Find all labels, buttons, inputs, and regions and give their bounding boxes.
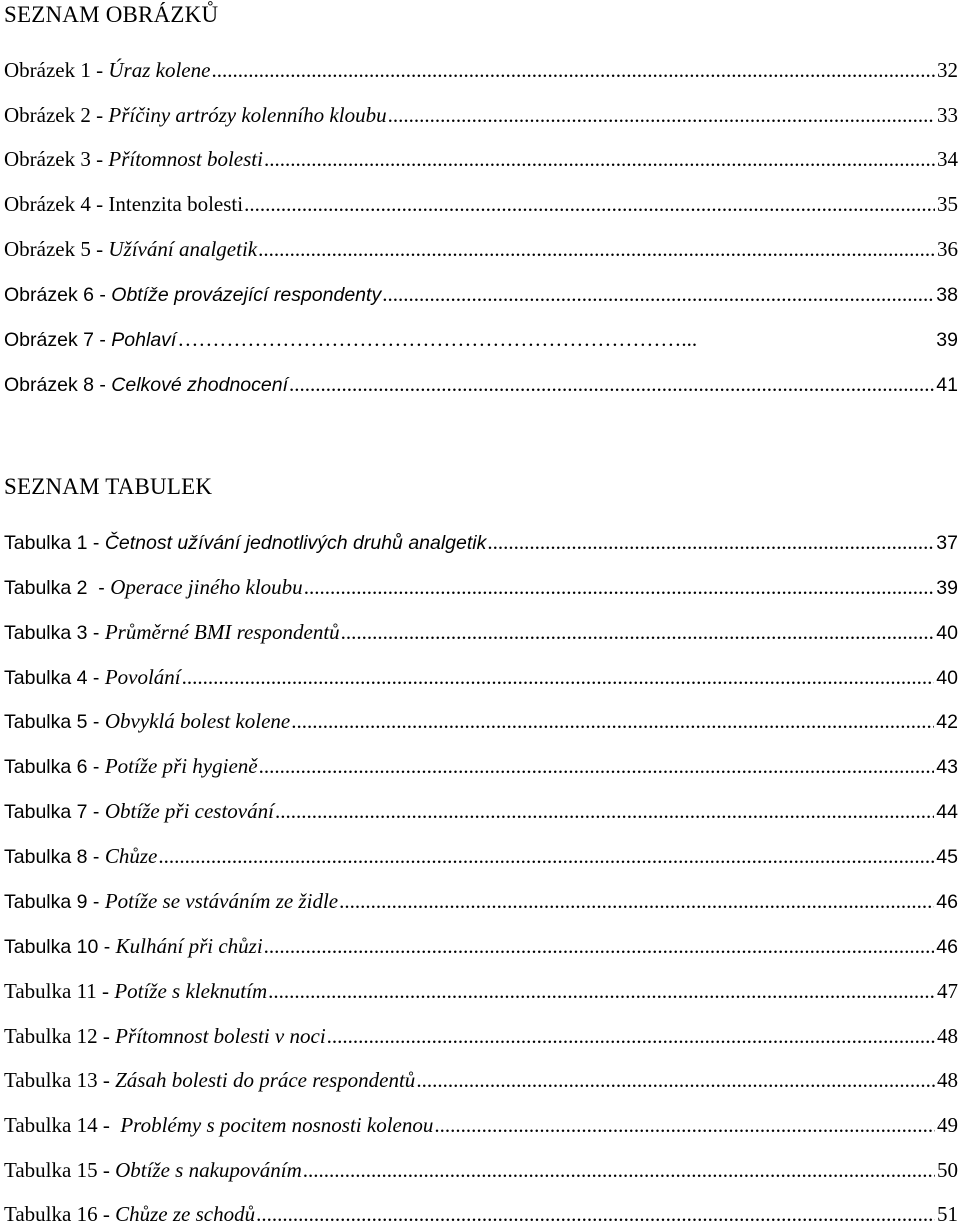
dot-leader	[388, 103, 935, 128]
entry-prefix: Tabulka 5 -	[4, 711, 105, 733]
entry-title: Obtíže provázející respondenty	[111, 284, 382, 306]
dot-leader	[339, 889, 934, 914]
table-entry[interactable]	[4, 979, 958, 1009]
entry-title: Pohlaví	[111, 329, 177, 351]
table-entry[interactable]	[4, 1068, 958, 1098]
entry-page-number: 32	[937, 58, 958, 82]
entry-page-number: 49	[937, 1113, 958, 1137]
table-entry[interactable]	[4, 889, 958, 919]
entry-title: Přítomnost bolesti	[108, 147, 263, 171]
dot-leader	[487, 530, 934, 555]
entry-prefix: Obrázek 1 -	[4, 58, 109, 82]
table-entry[interactable]	[4, 934, 958, 964]
entry-prefix: Tabulka 14 -	[4, 1113, 121, 1137]
entry-title: Celkové zhodnocení	[111, 374, 288, 396]
entry-page-number: 44	[936, 801, 958, 823]
entry-page-number: 42	[936, 711, 958, 733]
entry-prefix: Tabulka 1 -	[4, 532, 105, 554]
entry-title: Chůze	[104, 844, 158, 868]
entry-page-number: 48	[937, 1068, 958, 1092]
entry-prefix: Tabulka 11 -	[4, 979, 115, 1003]
entry-prefix: Tabulka 7 -	[4, 801, 105, 823]
table-entry[interactable]	[4, 665, 958, 695]
entry-title: Potíže při hygieně	[104, 754, 258, 778]
dot-leader	[211, 58, 935, 83]
entry-prefix: Tabulka 16 -	[4, 1202, 116, 1226]
entry-page-number: 48	[937, 1024, 958, 1048]
dot-leader	[158, 844, 934, 869]
table-entry[interactable]	[4, 709, 958, 739]
entry-title: Problémy s pocitem nosnosti kolenou	[120, 1113, 434, 1137]
entry-title: Potíže se vstáváním ze židle	[104, 889, 339, 913]
dot-leader	[244, 192, 935, 217]
entry-title: Přítomnost bolesti v noci	[115, 1024, 326, 1048]
dot-leader	[259, 754, 935, 779]
entry-page-number: 50	[937, 1158, 958, 1182]
entry-page-number: 34	[937, 147, 958, 171]
entry-prefix: Tabulka 12 -	[4, 1024, 116, 1048]
entry-title: Úraz kolene	[108, 58, 211, 82]
figure-entry[interactable]	[4, 282, 958, 312]
dot-leader	[275, 799, 934, 824]
dot-leader	[304, 575, 935, 600]
entry-title: Intenzita bolesti	[108, 192, 244, 216]
entry-title: Obtíže při cestování	[104, 799, 274, 823]
entry-title: Operace jiného kloubu	[110, 575, 303, 599]
table-entry[interactable]	[4, 1024, 958, 1054]
dot-leader	[268, 979, 935, 1004]
entry-title: Potíže s kleknutím	[114, 979, 268, 1003]
entry-prefix: Tabulka 9 -	[4, 891, 105, 913]
entry-title: Obtíže s nakupováním	[115, 1158, 302, 1182]
entry-prefix: Obrázek 3 -	[4, 147, 109, 171]
dot-leader	[289, 372, 934, 397]
dot-leader	[416, 1068, 935, 1093]
figure-entry[interactable]	[4, 147, 958, 177]
entry-prefix: Obrázek 2 -	[4, 103, 109, 127]
entry-page-number: 39	[936, 329, 958, 351]
table-entry[interactable]	[4, 799, 958, 829]
entry-title: Povolání	[104, 665, 181, 689]
entry-title: Příčiny artrózy kolenního kloubu	[108, 103, 387, 127]
entry-prefix: Obrázek 8 -	[4, 374, 112, 396]
entry-page-number: 47	[937, 979, 958, 1003]
tables-heading: SEZNAM TABULEK	[4, 474, 213, 499]
table-entry[interactable]	[4, 844, 958, 874]
table-entry[interactable]	[4, 575, 958, 605]
dot-leader	[382, 282, 934, 307]
table-entry[interactable]	[4, 1158, 958, 1188]
entry-page-number: 37	[936, 532, 958, 554]
dot-leader	[341, 620, 935, 645]
entry-prefix: Tabulka 2 -	[4, 577, 111, 599]
entry-title: Kulhání při chůzi	[115, 934, 263, 958]
entry-prefix: Obrázek 7 -	[4, 329, 112, 351]
entry-page-number: 40	[936, 622, 958, 644]
entry-prefix: Tabulka 3 -	[4, 622, 105, 644]
dot-leader	[177, 327, 934, 352]
figure-entry[interactable]	[4, 103, 958, 133]
entry-prefix: Obrázek 5 -	[4, 237, 109, 261]
entry-page-number: 33	[937, 103, 958, 127]
entry-prefix: Tabulka 4 -	[4, 667, 105, 689]
table-entry[interactable]	[4, 1202, 958, 1232]
entry-page-number: 46	[936, 936, 958, 958]
entry-title: Obvyklá bolest kolene	[104, 709, 291, 733]
entry-title: Užívání analgetik	[108, 237, 258, 261]
entry-prefix: Obrázek 4 -	[4, 192, 109, 216]
entry-prefix: Tabulka 6 -	[4, 756, 105, 778]
figure-entry[interactable]	[4, 237, 958, 267]
table-entry[interactable]	[4, 1113, 958, 1143]
entry-page-number: 38	[936, 284, 958, 306]
dot-leader	[291, 709, 934, 734]
entry-title: Zásah bolesti do práce respondentů	[115, 1068, 416, 1092]
table-entry[interactable]	[4, 754, 958, 784]
dot-leader	[327, 1024, 935, 1049]
entry-title: Průměrné BMI respondentů	[104, 620, 340, 644]
figures-heading: SEZNAM OBRÁZKŮ	[4, 2, 219, 27]
entry-prefix: Tabulka 15 -	[4, 1158, 116, 1182]
dot-leader	[256, 1202, 935, 1227]
entry-page-number: 51	[937, 1202, 958, 1226]
entry-page-number: 45	[936, 846, 958, 868]
dot-leader	[182, 665, 935, 690]
figure-entry[interactable]	[4, 58, 958, 88]
entry-title: Chůze ze schodů	[115, 1202, 256, 1226]
entry-title: Četnost užívání jednotlivých druhů analgetik	[104, 532, 487, 554]
entry-prefix: Tabulka 10 -	[4, 936, 116, 958]
entry-page-number: 43	[936, 756, 958, 778]
dot-leader	[258, 237, 935, 262]
entry-prefix: Tabulka 13 -	[4, 1068, 116, 1092]
dot-leader	[264, 934, 935, 959]
table-entry[interactable]	[4, 620, 958, 650]
entry-page-number: 46	[936, 891, 958, 913]
entry-page-number: 41	[936, 374, 958, 396]
dot-leader	[303, 1158, 935, 1183]
figure-entry[interactable]	[4, 327, 958, 357]
entry-page-number: 35	[937, 192, 958, 216]
table-entry[interactable]	[4, 530, 958, 560]
figure-entry[interactable]	[4, 372, 958, 402]
entry-page-number: 40	[936, 667, 958, 689]
entry-page-number: 39	[936, 577, 958, 599]
figure-entry[interactable]	[4, 192, 958, 222]
dot-leader	[434, 1113, 935, 1138]
dot-leader	[264, 147, 935, 172]
entry-prefix: Tabulka 8 -	[4, 846, 105, 868]
entry-page-number: 36	[937, 237, 958, 261]
entry-prefix: Obrázek 6 -	[4, 284, 112, 306]
